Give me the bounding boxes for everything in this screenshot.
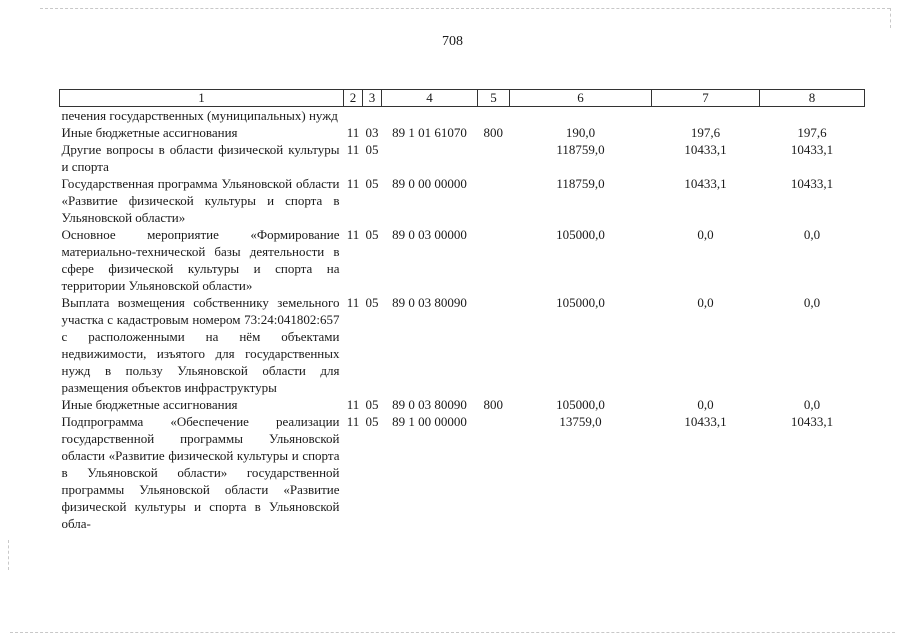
amount-col8-cell: 10433,1: [790, 176, 834, 191]
scan-margin-mark: [890, 8, 891, 28]
column-header: 7: [652, 90, 760, 107]
subsection-code-cell: 05: [365, 176, 379, 191]
expense-type-cell: [478, 413, 510, 532]
amount-col6-cell: 190,0: [565, 125, 596, 140]
amount-col7-cell: 0,0: [697, 227, 714, 242]
section-code-cell: 11: [346, 176, 360, 191]
scan-margin-mark: [8, 540, 9, 570]
amount-col7-cell: [652, 107, 760, 125]
section-code-cell: 11: [346, 295, 360, 310]
expense-type-cell: [478, 175, 510, 226]
table-row: [60, 124, 865, 141]
expense-type-cell: [478, 294, 510, 396]
row-name-cell: Выплата возмещения собственнику земельного участка с кадастровым номером 73:24:041802:657 с расположенными на нём объектами недвижимости, изъятого для государственных нужд в пользу Ульяновской области для размещения объектов инфраструктуры: [61, 295, 340, 395]
amount-col6-cell: 105000,0: [556, 295, 605, 310]
target-article-cell: [382, 141, 478, 175]
amount-col6-cell: 118759,0: [556, 142, 605, 157]
subsection-code-cell: 05: [365, 142, 379, 157]
target-article-cell: 89 0 03 80090: [392, 295, 467, 310]
section-code-cell: [344, 107, 363, 125]
amount-col6-cell: 105000,0: [556, 397, 605, 412]
subsection-code-cell: [363, 107, 382, 125]
amount-col6-cell: 105000,0: [556, 227, 605, 242]
table-row: [60, 396, 865, 413]
expense-type-cell: 800: [483, 397, 503, 412]
amount-col8-cell: 0,0: [803, 397, 821, 412]
row-name-cell: Иные бюджетные ассигнования: [61, 397, 238, 412]
row-name-cell: Государственная программа Ульяновской области «Развитие физической культуры и спорта в Ульяновской области»: [61, 176, 340, 225]
section-code-cell: 11: [346, 142, 360, 157]
amount-col7-cell: 10433,1: [684, 414, 727, 429]
column-header: 5: [478, 90, 510, 107]
row-name-cell: Иные бюджетные ассигнования: [61, 125, 238, 140]
subsection-code-cell: 05: [365, 397, 379, 412]
row-name-cell: Подпрограмма «Обеспечение реализации государственной программы Ульяновской области «Развитие физической культуры и спорта в Ульяновской области» государственной программы Ульяновской области «Развитие физической культуры и спорта в Ульяновской обла-: [61, 414, 340, 531]
amount-col8-cell: 197,6: [797, 125, 827, 140]
target-article-cell: 89 1 01 61070: [392, 125, 467, 140]
column-header: 3: [363, 90, 382, 107]
amount-col7-cell: 0,0: [697, 397, 714, 412]
table-header-row: [60, 90, 865, 107]
amount-col6-cell: 118759,0: [556, 176, 605, 191]
subsection-code-cell: 03: [365, 125, 379, 140]
expense-type-cell: [478, 141, 510, 175]
row-name-cell: Основное мероприятие «Формирование материально-технической базы деятельности в сфере физической культуры и спорта на территории Ульяновской области»: [61, 227, 340, 293]
table-row: [60, 107, 865, 125]
target-article-cell: 89 0 03 00000: [392, 227, 467, 242]
amount-col8-cell: [760, 107, 865, 125]
column-header: 6: [510, 90, 652, 107]
section-code-cell: 11: [346, 397, 360, 412]
amount-col8-cell: 0,0: [803, 295, 821, 310]
target-article-cell: [382, 107, 478, 125]
amount-col8-cell: 10433,1: [790, 414, 834, 429]
column-header: 2: [344, 90, 363, 107]
column-header: 1: [60, 90, 344, 107]
table-row: [60, 413, 865, 532]
amount-col7-cell: 10433,1: [684, 176, 727, 191]
expense-type-cell: [478, 107, 510, 125]
amount-col7-cell: 10433,1: [684, 142, 727, 157]
subsection-code-cell: 05: [365, 227, 379, 242]
expense-type-cell: 800: [483, 125, 503, 140]
scan-border-top: [40, 8, 890, 9]
table-row: [60, 175, 865, 226]
amount-col6-cell: [510, 107, 652, 125]
column-header: 4: [382, 90, 478, 107]
amount-col7-cell: 197,6: [690, 125, 721, 140]
subsection-code-cell: 05: [365, 295, 379, 310]
amount-col7-cell: 0,0: [697, 295, 714, 310]
table-row: [60, 294, 865, 396]
target-article-cell: 89 1 00 00000: [392, 414, 467, 429]
scan-border-bottom: [10, 632, 895, 633]
section-code-cell: 11: [346, 414, 360, 429]
target-article-cell: 89 0 00 00000: [392, 176, 467, 191]
row-name-cell: Другие вопросы в области физической культуры и спорта: [61, 142, 340, 174]
amount-col6-cell: 13759,0: [559, 414, 602, 429]
section-code-cell: 11: [346, 125, 360, 140]
row-name-cell: печения государственных (муниципальных) нужд: [61, 108, 338, 123]
amount-col8-cell: 0,0: [803, 227, 821, 242]
target-article-cell: 89 0 03 80090: [392, 397, 467, 412]
column-header: 8: [760, 90, 865, 107]
table-row: [60, 226, 865, 294]
amount-col8-cell: 10433,1: [790, 142, 834, 157]
expense-type-cell: [478, 226, 510, 294]
section-code-cell: 11: [346, 227, 360, 242]
subsection-code-cell: 05: [365, 414, 379, 429]
table-row: [60, 141, 865, 175]
budget-table: [59, 89, 865, 532]
page-number: 708: [442, 34, 463, 49]
